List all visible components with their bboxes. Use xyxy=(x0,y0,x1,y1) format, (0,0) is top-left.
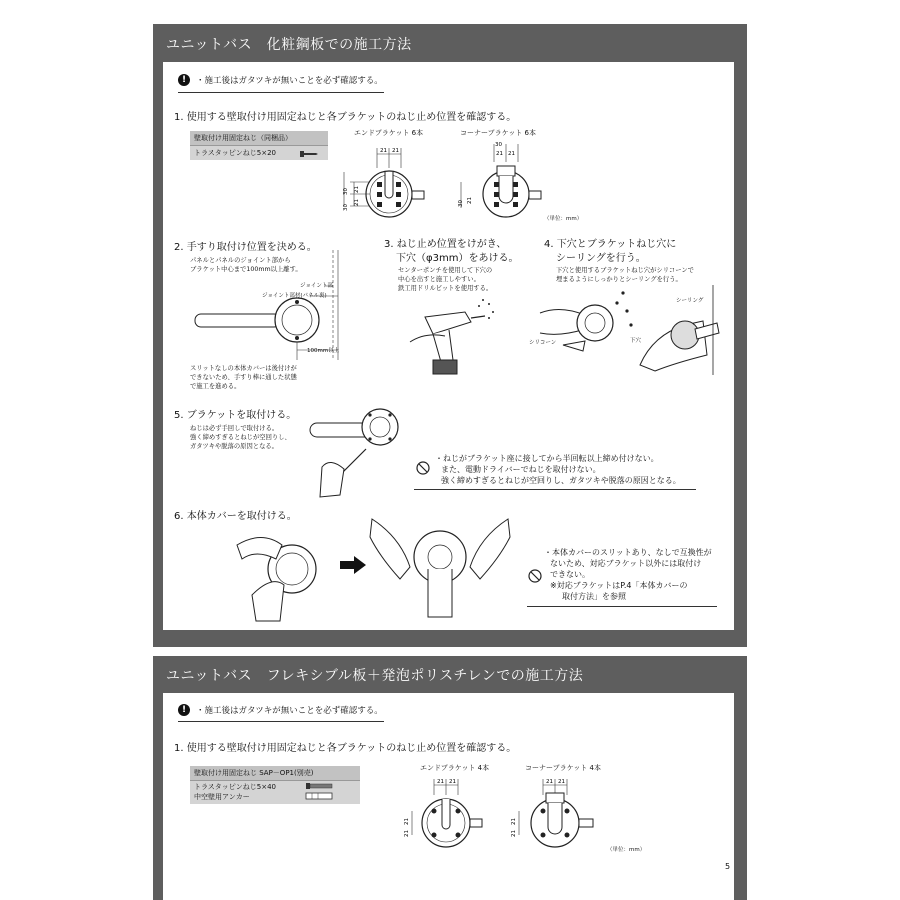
step6-caution-underline xyxy=(527,606,717,607)
end-bracket-diagram-2 xyxy=(398,775,488,855)
dim-30-b: 30 xyxy=(343,204,349,211)
step4-heading-line2: シーリングを行う。 xyxy=(556,253,646,264)
step1-heading: 1. 使用する壁取付け用固定ねじと各ブラケットのねじ止め位置を確認する。 xyxy=(174,112,517,123)
dim-21-e: 21 xyxy=(496,151,503,157)
dim-30-c: 30 xyxy=(495,142,502,148)
step3-note-line1: センターポンチを使用して下穴の xyxy=(398,267,493,274)
step6-caution xyxy=(544,547,712,602)
end-bracket-label-2: エンドブラケット 4本 xyxy=(420,764,490,772)
corner-bracket-label-2: コーナーブラケット 4本 xyxy=(525,764,601,772)
step6-heading: 6. 本体カバーを取付ける。 xyxy=(174,511,297,522)
step2-bottom-line3: で施工を進める。 xyxy=(190,383,241,390)
step3-heading-line2: 下穴（φ3mm）をあける。 xyxy=(396,253,519,264)
step2-heading: 2. 手すり取付け位置を決める。 xyxy=(174,242,317,253)
panel2-step1-heading: 1. 使用する壁取付け用固定ねじと各ブラケットのねじ止め位置を確認する。 xyxy=(174,743,517,754)
exclamation-icon: ! xyxy=(178,74,190,86)
handrail-position-diagram xyxy=(175,250,375,360)
dim2-21-d: 21 xyxy=(404,830,410,837)
step6-caution-line2: ないため、対応ブラケット以外には取付け xyxy=(550,559,702,568)
page-number: 5 xyxy=(725,862,731,871)
prohibition-icon xyxy=(416,461,430,475)
dim2-21-f: 21 xyxy=(558,779,565,785)
corner-bracket-label: コーナーブラケット 6本 xyxy=(460,129,536,137)
cover-install-illustration-a xyxy=(232,525,332,625)
step5-caution-line1: ・ねじがブラケット座に接してから半回転以上締め付けない。 xyxy=(435,454,659,463)
screw-icon xyxy=(306,782,334,790)
dim2-21-h: 21 xyxy=(511,830,517,837)
dim-21-b: 21 xyxy=(392,148,399,154)
joint-label: ジョイント部 xyxy=(300,283,333,289)
spec-row-screw-text: トラスタッピンねじ5×20 xyxy=(194,149,277,157)
arrow-right-icon xyxy=(340,556,366,574)
step5-caution xyxy=(435,453,681,486)
screw-spec-table-2 xyxy=(190,766,360,804)
step5-note-line2: 強く締めすぎるとねじが空回りし、 xyxy=(190,434,291,441)
prohibition-icon xyxy=(528,569,542,583)
step4-note xyxy=(556,266,694,284)
corner-bracket-diagram xyxy=(455,140,545,220)
silicone-label: シリコーン xyxy=(529,340,557,346)
anchor-icon xyxy=(306,792,334,800)
step2-note-line1: パネルとパネルのジョイント部から xyxy=(190,257,291,264)
dim-30-a: 30 xyxy=(343,188,349,195)
dim2-21-a: 21 xyxy=(437,779,444,785)
step3-note-line3: 鉄工用ドリルビットを使用する。 xyxy=(398,285,493,292)
dim2-21-c: 21 xyxy=(404,818,410,825)
dim2-21-e: 21 xyxy=(546,779,553,785)
unit-label-1: （単位：mm） xyxy=(544,216,583,222)
step5-note-line3: ガタツキや脱落の原因となる。 xyxy=(190,443,278,450)
drill-illustration xyxy=(405,292,500,382)
dim-21-d: 21 xyxy=(354,199,360,206)
spec2-row-screw xyxy=(190,781,360,804)
end-bracket-diagram xyxy=(340,142,430,222)
dim-30-d: 30 xyxy=(458,200,464,207)
step5-caution-line2: また、電動ドライバーでねじを取付けない。 xyxy=(441,465,601,474)
step5-heading: 5. ブラケットを取付ける。 xyxy=(174,410,297,421)
dim2-21-b: 21 xyxy=(449,779,456,785)
step5-caution-line3: 強く締めすぎるとねじが空回りし、ガタツキや脱落の原因となる。 xyxy=(441,476,681,485)
dim-21-g: 21 xyxy=(467,197,473,204)
screw-icon xyxy=(300,150,318,158)
step3-note xyxy=(398,266,492,293)
step2-bottom-line2: できないため、手すり棒に通した状態 xyxy=(190,374,297,381)
step5-caution-underline xyxy=(414,489,696,490)
warning-underline xyxy=(178,92,384,93)
bracket-mount-illustration xyxy=(300,405,410,505)
dim-21-c: 21 xyxy=(354,186,360,193)
spec2-row-screw-text: トラスタッピンねじ5×40 xyxy=(194,783,277,791)
spec-row-title: 壁取付け用固定ねじ（同梱品） xyxy=(190,131,328,146)
corner-bracket-diagram-2 xyxy=(505,775,600,855)
exclamation-icon: ! xyxy=(178,704,190,716)
unit-label-2: （単位：mm） xyxy=(607,847,646,853)
step6-caution-line1: ・本体カバーのスリットあり、なしで互換性が xyxy=(544,548,712,557)
step4-heading-line1: 4. 下穴とブラケットねじ穴に xyxy=(544,239,677,250)
cover-install-illustration-b xyxy=(370,517,510,622)
spec2-row-title: 壁取付け用固定ねじ SAP－OP1(別売) xyxy=(190,766,360,781)
joint-member-label: ジョイント部材(パネル裏) xyxy=(262,293,327,299)
step2-note-line2: ブラケット中心まで100mm以上離す。 xyxy=(190,266,302,273)
section-title-1: ユニットバス 化粧鋼板での施工方法 xyxy=(166,37,412,53)
dim-21-f: 21 xyxy=(508,151,515,157)
warning-text: ・施工後はガタツキが無いことを必ず確認する。 xyxy=(196,76,383,86)
distance-label: 100mm以上 xyxy=(307,348,340,354)
end-bracket-label: エンドブラケット 6本 xyxy=(354,129,424,137)
warning-note-2 xyxy=(178,704,383,716)
spec2-row-anchor-text: 中空壁用アンカー xyxy=(194,793,250,801)
step6-caution-line5: 取付方法」を参照 xyxy=(562,592,626,601)
warning-underline-2 xyxy=(178,721,384,722)
step2-bottom-note xyxy=(190,364,297,391)
step3-heading xyxy=(384,238,518,266)
section-title-2: ユニットバス フレキシブル板＋発泡ポリスチレンでの施工方法 xyxy=(166,668,584,684)
step3-note-line2: 中心を出すと施工しやすい。 xyxy=(398,276,480,283)
warning-note-1 xyxy=(178,74,383,86)
step5-note-line1: ねじは必ず手回しで取付ける。 xyxy=(190,425,279,432)
dim-21-a: 21 xyxy=(380,148,387,154)
step2-bottom-line1: スリットなしの本体カバーは後付けが xyxy=(190,365,297,372)
step3-heading-line1: 3. ねじ止め位置をけがき、 xyxy=(384,239,507,250)
step6-caution-line4: ※対応ブラケットはP.4「本体カバーの xyxy=(550,581,688,590)
warning-text-2: ・施工後はガタツキが無いことを必ず確認する。 xyxy=(196,706,383,716)
step4-heading xyxy=(544,238,676,266)
sealing-label: シーリング xyxy=(676,298,704,304)
step4-note-line1: 下穴と使用するブラケットねじ穴がシリコーンで xyxy=(556,267,694,274)
hole-label: 下穴 xyxy=(630,338,642,344)
step5-note xyxy=(190,424,291,451)
dim2-21-g: 21 xyxy=(511,818,517,825)
step4-note-line2: 埋まるようにしっかりとシーリングを行う。 xyxy=(556,276,682,283)
step6-caution-line3: できない。 xyxy=(550,570,590,579)
